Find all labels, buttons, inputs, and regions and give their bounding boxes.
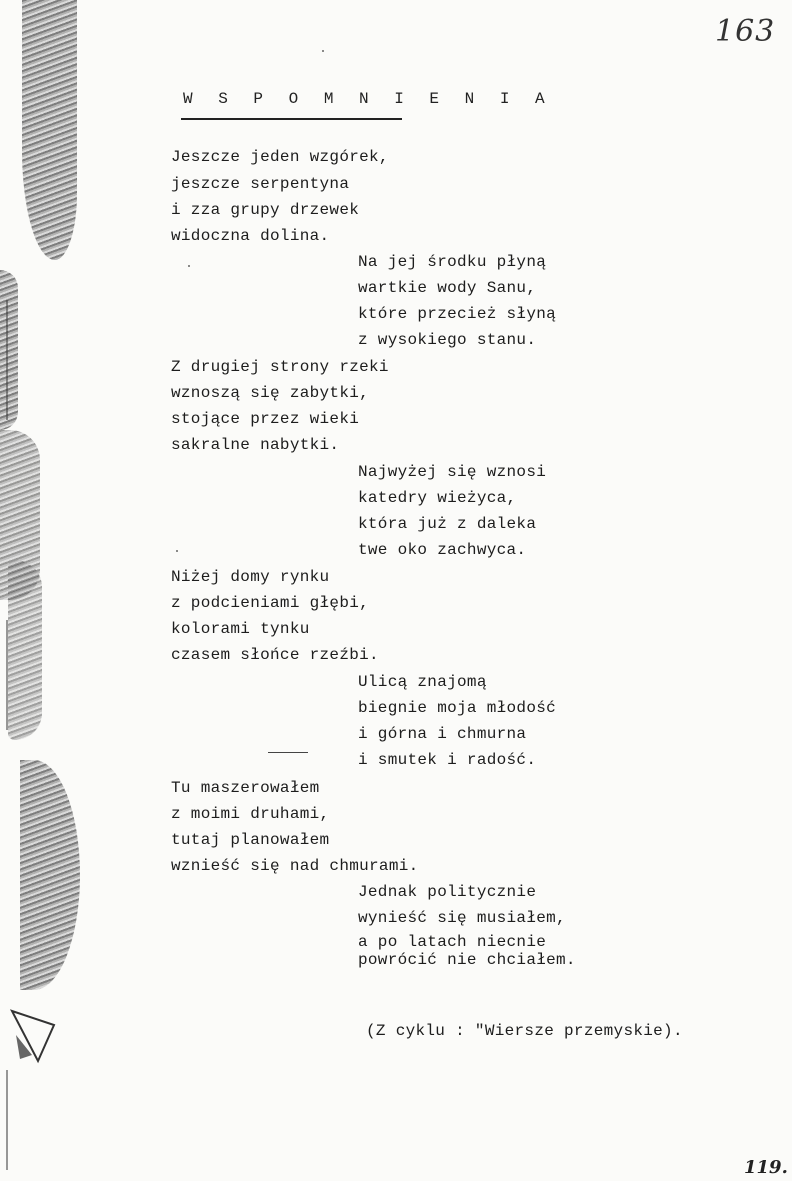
scan-edge-smudge [8,560,42,740]
poem-line: z podcieniami głębi, [171,594,370,612]
scan-edge-smudge [22,0,77,260]
poem-line: Niżej domy rynku [171,568,330,586]
poem-line: powrócić nie chciałem. [358,951,576,969]
scan-edge-smudge [0,270,18,430]
scan-line [6,300,8,420]
poem-line: z wysokiego stanu. [358,331,537,349]
poem-line: jeszcze serpentyna [171,175,350,193]
footer-page-number: 119. [744,1157,788,1178]
poem-line: wznieść się nad chmurami. [171,857,419,875]
poem-line: katedry wieżyca, [358,489,517,507]
poem-line: wznoszą się zabytki, [171,384,370,402]
source-note: (Z cyklu : "Wiersze przemyskie). [366,1022,683,1040]
scan-dot [322,50,324,52]
handwritten-page-number: 163 [715,14,776,49]
poem-line: Jednak politycznie [358,883,537,901]
typewriter-scratch [268,752,308,753]
poem-line: kolorami tynku [171,620,310,638]
poem-line: wynieść się musiałem, [358,909,566,927]
scan-edge-smudge [20,760,80,990]
scan-line [6,620,8,730]
poem-line: twe oko zachwyca. [358,541,527,559]
poem-line: a po latach niecnie [358,933,547,951]
poem-line: Ulicą znajomą [358,673,487,691]
poem-line: biegnie moja młodość [358,699,557,717]
poem-line: i górna i chmurna [358,725,527,743]
poem-line: Z drugiej strony rzeki [171,358,389,376]
poem-line: Jeszcze jeden wzgórek, [171,148,389,166]
scan-line [6,1070,8,1170]
poem-line: Na jej środku płyną [358,253,547,271]
poem-line: stojące przez wieki [171,410,360,428]
poem-line: wartkie wody Sanu, [358,279,537,297]
title-underline [181,118,402,120]
poem-line: Tu maszerowałem [171,779,320,797]
poem-line: widoczna dolina. [171,227,330,245]
folded-corner-mark [8,1005,58,1065]
poem-line: Najwyżej się wznosi [358,463,547,481]
poem-line: czasem słońce rzeźbi. [171,646,379,664]
poem-title: W S P O M N I E N I A [183,90,553,108]
poem-line: i zza grupy drzewek [171,201,360,219]
poem-line: tutaj planowałem [171,831,330,849]
poem-line: która już z daleka [358,515,537,533]
poem-line: które przecież słyną [358,305,557,323]
scan-dot [176,550,178,552]
poem-line: sakralne nabytki. [171,436,340,454]
scan-dot [188,265,190,267]
poem-line: i smutek i radość. [358,751,537,769]
poem-line: z moimi druhami, [171,805,330,823]
